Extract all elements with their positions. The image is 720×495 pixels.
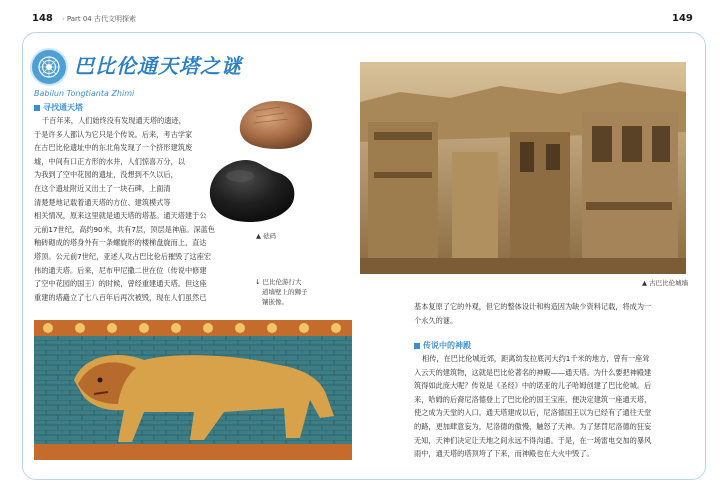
lion-caption-line: 巴比伦游行大 <box>262 278 302 286</box>
continuation-body <box>414 300 651 327</box>
lion-caption-line: 道墙壁上的狮子 <box>262 288 308 296</box>
part-number: Part 04 <box>66 15 92 23</box>
down-arrow-icon: ↓ <box>255 278 261 286</box>
text-line: 元前17世纪，高约90米，共有7层，顶层是神庙。深蓝色 <box>34 224 215 234</box>
text-line: 使之成为天堂的入口。通天塔建成以后，尼洛德国王以为已经有了通往天堂 <box>414 408 652 418</box>
artifact-caption-text: 砝码 <box>263 232 277 240</box>
lion-mosaic-illustration <box>34 320 352 460</box>
lion-mosaic-photo <box>34 320 352 460</box>
text-line: 雨中，通天塔的塔顶垮了下来，而神殿也在大火中毁了。 <box>414 449 594 459</box>
part-label <box>60 14 136 24</box>
text-line: 无知，天神们决定让天地之间永远不得沟通。于是，在一场雷电交加的暴风 <box>414 435 652 445</box>
text-line: 塔顶。公元前7世纪，亚述人攻占巴比伦后摧毁了这座宏 <box>34 251 212 261</box>
section-heading-temple <box>414 340 471 351</box>
text-line: 在这个遗址附近又出土了一块石碑，上面清 <box>34 183 171 193</box>
article-title: 巴比伦通天塔之谜 <box>74 54 242 78</box>
lion-caption-line: 镶嵌像。 <box>262 298 288 306</box>
triangle-marker-icon: ▲ <box>642 279 647 287</box>
text-line: 于是许多人都认为它只是个传说。后来，考古学家 <box>34 129 193 139</box>
text-line: 墟，中间有口正方形的水井，人们惊喜万分，以 <box>34 156 185 166</box>
text-line: 在古巴比伦遗址中的东北角发现了一个挤形建筑废 <box>34 143 193 153</box>
text-line: 入云天的建筑物，这就是巴比伦著名的神殿——通天塔。为什么要把神殿建 <box>414 367 652 377</box>
text-line: 筑得如此庞大呢？传说是《圣经》中的诺亚的儿子哈姆创建了巴比伦城。后 <box>414 381 652 391</box>
section-label: 古代文明探索 <box>94 15 136 23</box>
lion-caption <box>255 277 308 307</box>
section1-body <box>34 114 215 304</box>
text-line: 了空中花园的国王）的时候，曾经重建通天塔。但这座 <box>34 279 207 289</box>
section-heading-search <box>34 102 83 113</box>
ruins-illustration <box>360 62 686 274</box>
section-heading-text: 寻找通天塔 <box>43 103 83 112</box>
chevron-right-icon: › <box>62 15 65 23</box>
text-line: 清楚楚地记载着通天塔的方位、建筑模式等 <box>34 197 171 207</box>
babylon-ruins-photo <box>360 62 686 274</box>
text-line: 来，哈姆的后裔尼洛德登上了巴比伦的国王宝座，便决定建筑一座通天塔， <box>414 394 652 404</box>
text-line: 伟的通天塔。后来，尼布甲尼撒二世在位（传说中修建 <box>34 265 207 275</box>
section-heading-text: 传说中的神殿 <box>423 341 471 350</box>
bronze-weight-image <box>234 97 316 153</box>
text-line: 基本复原了它的外观，但它的整体设计和构造因为缺少资料记载，将成为一 <box>414 302 652 311</box>
ruins-caption <box>642 278 688 288</box>
text-line: 为我到了空中花园的遗址，没想到不久以后， <box>34 170 178 180</box>
text-line: 千百年来，人们始终没有发现通天塔的遗迹， <box>42 116 186 125</box>
right-page-number: 149 <box>672 13 693 24</box>
stone-duck-weight-image <box>206 152 298 224</box>
square-bullet-icon <box>34 105 40 111</box>
artifact-caption <box>256 231 276 241</box>
text-line: 相关情况，原来这里就是通天塔的塔基。通天塔建于公 <box>34 211 207 221</box>
left-page-number: 148 <box>32 13 53 24</box>
text-line: 相传，在巴比伦城近郊，距离幼发拉底河大约1千米的地方，曾有一座耸 <box>422 354 650 363</box>
text-line: 的路，更加肆意妄为，尼洛德的傲慢，触怒了天神。为了惩罚尼洛德的狂妄 <box>414 421 652 431</box>
text-line: 重建的塔矗立了七八百年后再次被毁，现在人们虽然已 <box>34 292 207 302</box>
article-title-pinyin: Babilun Tongtianta Zhimi <box>34 89 135 98</box>
text-line: 釉砖砌成的塔身外有一条螺旋形的楼梯盘旋而上，直达 <box>34 238 207 248</box>
square-bullet-icon <box>414 343 420 349</box>
page-header <box>0 0 720 30</box>
triangle-marker-icon: ▲ <box>256 232 261 240</box>
ruins-caption-text: 古巴比伦城墙 <box>649 279 689 287</box>
text-line: 个永久的谜。 <box>414 315 458 325</box>
section2-body <box>414 352 651 461</box>
spiral-emblem-icon <box>30 48 68 86</box>
